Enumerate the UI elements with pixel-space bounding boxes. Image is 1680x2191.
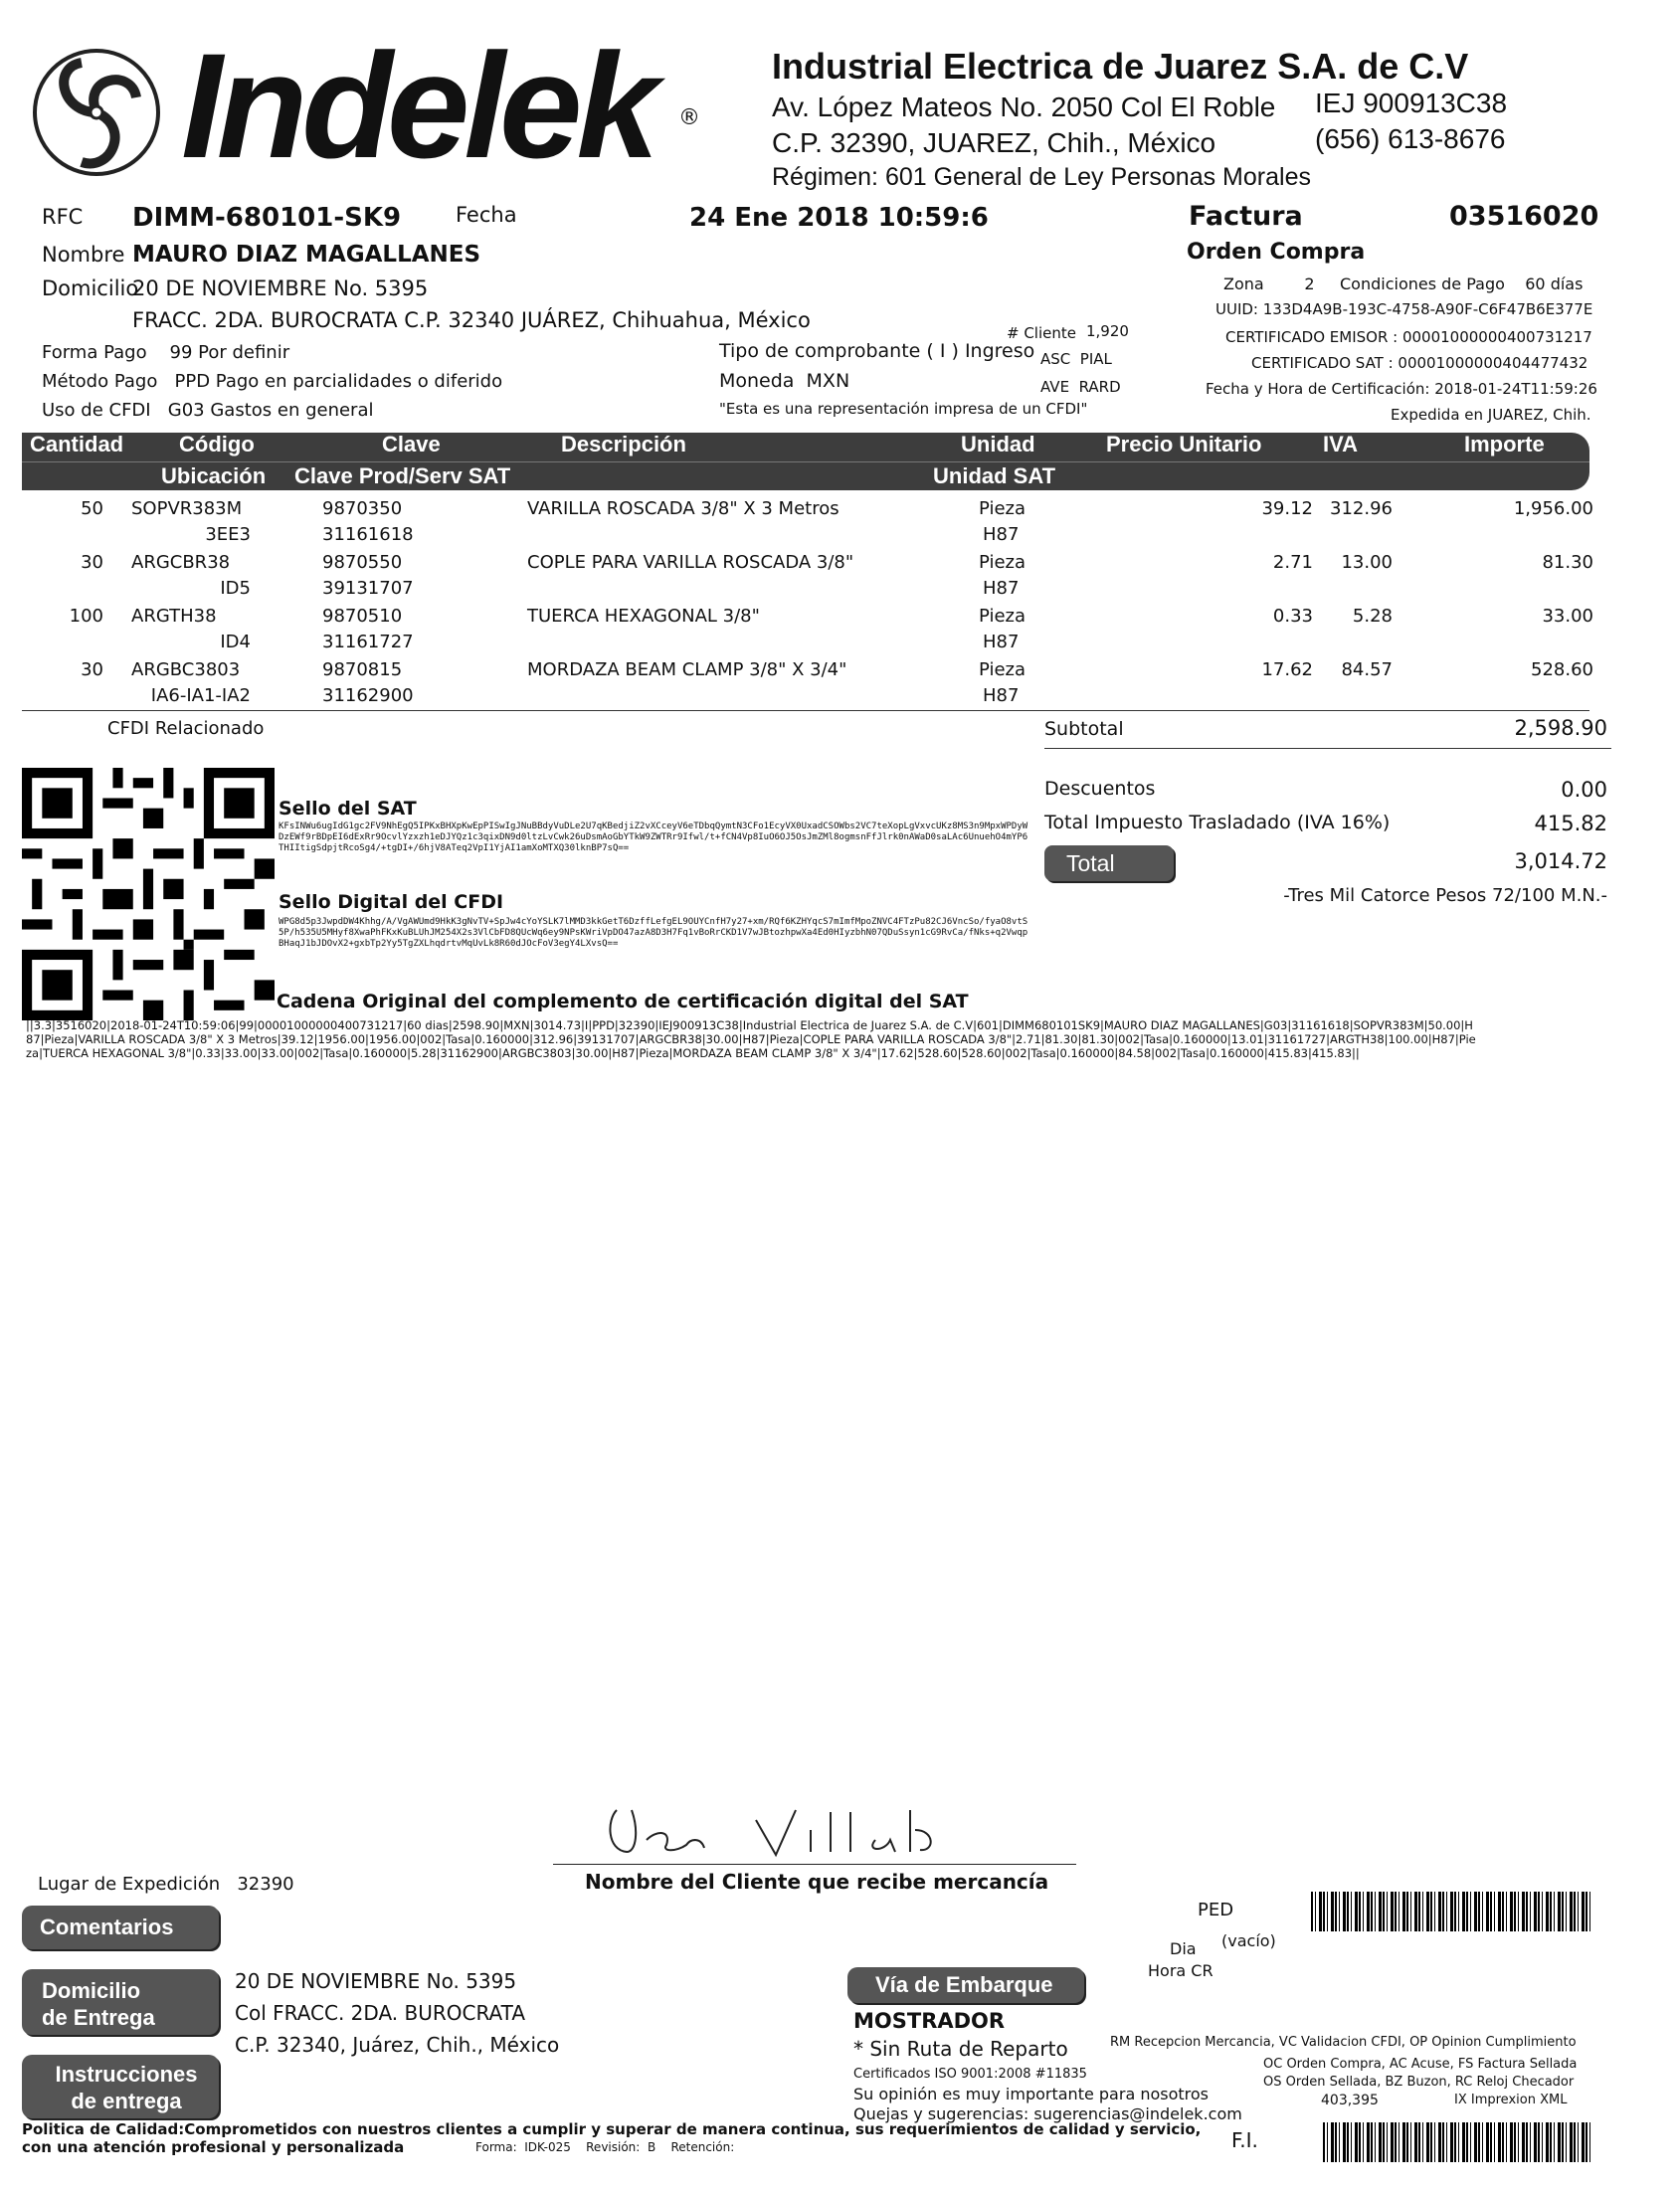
row-precio: 17.62	[1261, 659, 1313, 680]
row-codigo: ARGCBR38	[131, 552, 231, 573]
cliente-number: 1,920	[1086, 322, 1129, 340]
expedida-en: Expedida en JUAREZ, Chih.	[1391, 406, 1591, 424]
sello-cfdi-label: Sello Digital del CFDI	[279, 891, 504, 913]
impuesto-label: Total Impuesto Trasladado (IVA 16%)	[1044, 812, 1391, 833]
row-precio: 0.33	[1272, 606, 1313, 627]
cfdi-relacionado: CFDI Relacionado	[107, 718, 265, 739]
iso-cert: Certificados ISO 9001:2008 #11835	[853, 2067, 1087, 2082]
descuentos-label: Descuentos	[1044, 778, 1156, 800]
ped-label: PED	[1198, 1900, 1234, 1920]
table-bottom-rule	[22, 710, 1589, 711]
domicilio-entrega-line2: de Entrega	[42, 2005, 155, 2030]
row-clave: 9870550	[322, 552, 403, 573]
row-descripcion: MORDAZA BEAM CLAMP 3/8" X 3/4"	[527, 659, 847, 680]
legend-2: OC Orden Compra, AC Acuse, FS Factura Sellada	[1263, 2057, 1578, 2072]
row-codigo: ARGBC3803	[131, 659, 241, 680]
client-name: MAURO DIAZ MAGALLANES	[132, 242, 481, 268]
sello-cfdi-value: WPG8d5p3JwpdDW4Khhg/A/VgAWUmd9HkK3gNvTV+SpJw4cYoYSLK7lMMD3kkGetT6DzffLefgEL9OUYCnfH7y27+xm/RQf6KZHYqcS7mImfMpoZNVC4FTzPu82CJ6VncSo/fyaO8vtS5P/h535U5MHyf8XwaPhFKxKuBLUhJM254X2s3VlCbFD8QUcWq6ey9NPsKWriVpDO47azA8D3H7Fq1vBoRrCKD1V7wJBtozhpwXa4Ed0HIyzbhN07QDuSsyn1cG9RvCa/fNks+q2VwqpBHaqJ1bJDOvX2+gxbTp2Yy5TgZXLhqdrtvMqUvLk8R60dJOcFoV3egY4LXvsQ==	[279, 917, 1028, 949]
fecha-label: Fecha	[456, 203, 517, 227]
row-unidad: Pieza	[979, 498, 1027, 519]
row-ubicacion: 3EE3	[205, 524, 251, 545]
entrega-address-1: 20 DE NOVIEMBRE No. 5395	[235, 1969, 517, 1993]
domicilio-entrega-label	[22, 1969, 219, 2035]
signature-icon	[577, 1790, 995, 1870]
sello-sat-label: Sello del SAT	[279, 798, 417, 820]
mostrador: MOSTRADOR	[853, 2009, 1006, 2033]
forma-revision: Forma: IDK-025 Revisión: B Retención:	[475, 2140, 735, 2154]
col-descripcion: Descripción	[561, 432, 686, 456]
swirl-icon	[22, 38, 171, 187]
col-unidad: Unidad	[961, 432, 1035, 456]
cert-sat: CERTIFICADO SAT : 00001000000404477432	[1251, 354, 1588, 372]
ave: AVE RARD	[1040, 378, 1121, 396]
company-rfc: IEJ 900913C38	[1315, 88, 1508, 118]
row-descripcion: TUERCA HEXAGONAL 3/8"	[527, 606, 760, 627]
row-unidad: Pieza	[979, 659, 1027, 680]
fi-label: F.I.	[1231, 2128, 1258, 2152]
row-clave-sat: 39131707	[322, 578, 414, 599]
impuesto-value: 415.82	[1534, 812, 1607, 835]
uso-cfdi: Uso de CFDI G03 Gastos en general	[42, 400, 374, 421]
quejas: Quejas y sugerencias: sugerencias@indelek.com	[853, 2104, 1242, 2123]
row-ubicacion: ID5	[220, 578, 251, 599]
comentarios-label	[22, 1906, 219, 1949]
row-unidad-sat: H87	[983, 578, 1020, 599]
rfc-label: RFC	[42, 205, 84, 229]
company-name: Industrial Electrica de Juarez S.A. de C.V	[772, 46, 1469, 87]
row-clave-sat: 31161727	[322, 632, 414, 652]
total-in-words: -Tres Mil Catorce Pesos 72/100 M.N.-	[1283, 885, 1607, 906]
forma-pago: Forma Pago 99 Por definir	[42, 342, 290, 363]
uuid: UUID: 133D4A9B-193C-4758-A90F-C6F47B6E377E	[1215, 300, 1593, 318]
dia-label: Dia	[1170, 1939, 1197, 1958]
tipo-comprobante: Tipo de comprobante ( I ) Ingreso	[719, 340, 1035, 362]
row-importe: 1,956.00	[1513, 498, 1593, 519]
row-ubicacion: ID4	[220, 632, 251, 652]
lugar-expedicion: Lugar de Expedición 32390	[38, 1874, 294, 1895]
politica-calidad: Politica de Calidad:Comprometidos con nuestros clientes a cumplir y superar de manera continua, sus requerimientos de calidad y servicio,	[22, 2120, 1202, 2138]
company-address-1: Av. López Mateos No. 2050 Col El Roble	[772, 91, 1276, 122]
row-unidad-sat: H87	[983, 524, 1020, 545]
row-unidad-sat: H87	[983, 685, 1020, 706]
row-iva: 5.28	[1352, 606, 1393, 627]
firma-label: Nombre del Cliente que recibe mercancía	[585, 1870, 1049, 1894]
col-unidad-sat: Unidad SAT	[933, 463, 1056, 488]
barcode-top-icon	[1311, 1892, 1591, 1931]
total-label: Total	[1066, 850, 1115, 876]
domicilio-label: Domicilio	[42, 276, 139, 300]
instrucciones-label	[22, 2055, 219, 2118]
opinion: Su opinión es muy importante para nosotros	[853, 2085, 1210, 2103]
qr-code-icon	[22, 768, 275, 1020]
entrega-address-2: Col FRACC. 2DA. BUROCRATA	[235, 2001, 526, 2025]
cliente-label: # Cliente	[1007, 324, 1076, 342]
row-importe: 528.60	[1531, 659, 1593, 680]
col-ubicacion: Ubicación	[161, 463, 267, 488]
legend-4: 403,395	[1321, 2093, 1379, 2108]
representacion-impresa: "Esta es una representación impresa de un CFDI"	[719, 400, 1088, 418]
barcode-bottom-icon	[1323, 2122, 1591, 2162]
signature-line	[553, 1864, 1076, 1865]
row-precio: 2.71	[1272, 552, 1313, 573]
row-clave: 9870350	[322, 498, 403, 519]
sello-sat-value: KFsINWu6ugIdG1gc2FV9NhEgQ5IPKxBHXpKwEpPISwIgJNuBBdyVuDLe2U7qKBedjiZ2vXCceyV6eTDbqQymtN3CFo1EcyVX0UxadCSOWbs2VC7teXopLgVxvcUKz8MS3n9MpxWPDyWDzEWf9rBDpEI6dExRr9OcvlYzxzh1eDJYQz1c3qixDN9d0ltzLvCwk26uDsmAoGbYTkW9ZWTRr9Ifwl/t+fCN4Vp8IuO6OJ5OsJmZMl8ogmsnFfJlrk0nAWaD0saLAc6UnuehO4mYP6THIItigSdpjtRcoSg4/+tgDI+/6hjV8ATeq2VpI1YjAI1amXoMTXQ30lknBP7sQ==	[279, 822, 1028, 853]
row-codigo: SOPVR383M	[131, 498, 243, 519]
row-cantidad: 30	[81, 552, 103, 573]
row-iva: 84.57	[1341, 659, 1393, 680]
sin-ruta: * Sin Ruta de Reparto	[853, 2037, 1068, 2061]
col-codigo: Código	[179, 432, 255, 456]
domicilio-entrega-line1: Domicilio	[42, 1978, 141, 2003]
orden-compra-label: Orden Compra	[1187, 240, 1366, 265]
company-logo	[22, 22, 700, 197]
via-embarque-text: Vía de Embarque	[875, 1972, 1053, 1997]
cadena-original: ||3.3|3516020|2018-01-24T10:59:06|99|00001000000400731217|60 dias|2598.90|MXN|3014.73|I|PPD|32390|IEJ900913C38|Industrial Electrica de Juarez S.A. de C.V|601|DIMM680101SK9|MAURO DIAZ MAGALLANES|G03|31161618|SOPVR383M|50.00|H87|Pieza|VARILLA ROSCADA 3/8" X 3 Metros|39.12|1956.00|1956.00|002|Tasa|0.160000|312.96|39131707|ARGCBR38|30.00|H87|Pieza|COPLE PARA VARILLA ROSCADA 3/8"|2.71|81.30|81.30|002|Tasa|0.160000|13.01|31161727|ARGTH38|100.00|H87|Pieza|TUERCA HEXAGONAL 3/8"|0.33|33.00|33.00|002|Tasa|0.160000|5.28|31162900|ARGBC3803|30.00|H87|Pieza|MORDAZA BEAM CLAMP 3/8" X 3/4"|17.62|528.60|528.60|002|Tasa|0.160000|84.58|002|Tasa|0.160000|415.83|415.83||	[26, 1018, 1476, 1060]
factura-label: Factura	[1189, 201, 1303, 232]
cert-emisor: CERTIFICADO EMISOR : 00001000000400731217	[1225, 328, 1592, 346]
logo-wordmark: Indelek	[181, 22, 653, 189]
legend-5: IX Imprexion XML	[1454, 2093, 1568, 2107]
row-unidad: Pieza	[979, 606, 1027, 627]
hora-label: Hora CR	[1148, 1961, 1213, 1980]
row-cantidad: 50	[81, 498, 103, 519]
company-phone: (656) 613-8676	[1315, 123, 1506, 154]
row-clave-sat: 31161618	[322, 524, 414, 545]
legend-1: RM Recepcion Mercancia, VC Validacion CFDI, OP Opinion Cumplimiento	[1110, 2035, 1577, 2050]
col-clave-sat: Clave Prod/Serv SAT	[294, 463, 511, 488]
total-badge	[1044, 845, 1174, 881]
row-iva: 312.96	[1330, 498, 1393, 519]
row-unidad-sat: H87	[983, 632, 1020, 652]
cadena-label: Cadena Original del complemento de certificación digital del SAT	[277, 991, 969, 1012]
col-clave: Clave	[382, 432, 441, 456]
row-unidad: Pieza	[979, 552, 1027, 573]
row-precio: 39.12	[1261, 498, 1313, 519]
row-clave-sat: 31162900	[322, 685, 414, 706]
registered-icon: ®	[678, 105, 700, 130]
col-iva: IVA	[1323, 432, 1359, 456]
totals-rule	[1044, 748, 1611, 749]
comentarios-text: Comentarios	[40, 1915, 174, 1939]
subtotal-value: 2,598.90	[1514, 716, 1607, 740]
row-clave: 9870815	[322, 659, 403, 680]
company-address-2: C.P. 32390, JUAREZ, Chih., México	[772, 127, 1216, 158]
nombre-label: Nombre	[42, 243, 125, 267]
row-clave: 9870510	[322, 606, 403, 627]
client-address-2: FRACC. 2DA. BUROCRATA C.P. 32340 JUÁREZ, Chihuahua, México	[132, 308, 811, 332]
client-address-1: 20 DE NOVIEMBRE No. 5395	[132, 276, 429, 300]
instrucciones-line1: Instrucciones	[55, 2062, 198, 2087]
row-ubicacion: IA6-IA1-IA2	[150, 685, 251, 706]
company-regimen: Régimen: 601 General de Ley Personas Morales	[772, 163, 1311, 191]
subtotal-label: Subtotal	[1044, 718, 1124, 740]
row-descripcion: VARILLA ROSCADA 3/8" X 3 Metros	[527, 498, 840, 519]
politica-calidad-2: con una atención profesional y personalizada	[22, 2138, 405, 2156]
zona-condiciones: Zona 2 Condiciones de Pago 60 días	[1223, 274, 1584, 293]
via-embarque-label	[847, 1967, 1084, 2003]
row-cantidad: 30	[81, 659, 103, 680]
vacio-label: (vacío)	[1221, 1931, 1276, 1950]
col-importe: Importe	[1464, 432, 1545, 456]
row-iva: 13.00	[1341, 552, 1393, 573]
descuentos-value: 0.00	[1561, 778, 1607, 802]
invoice-folio: 03516020	[1449, 201, 1599, 232]
col-precio: Precio Unitario	[1106, 432, 1262, 456]
invoice-date: 24 Ene 2018 10:59:6	[689, 203, 989, 233]
moneda: Moneda MXN	[719, 370, 850, 392]
row-cantidad: 100	[69, 606, 103, 627]
entrega-address-3: C.P. 32340, Juárez, Chih., México	[235, 2033, 560, 2057]
row-descripcion: COPLE PARA VARILLA ROSCADA 3/8"	[527, 552, 854, 573]
metodo-pago: Método Pago PPD Pago en parcialidades o diferido	[42, 371, 503, 392]
row-importe: 81.30	[1542, 552, 1593, 573]
row-codigo: ARGTH38	[131, 606, 217, 627]
asc: ASC PIAL	[1040, 350, 1112, 368]
col-cantidad: Cantidad	[30, 432, 124, 456]
instrucciones-line2: de entrega	[71, 2089, 182, 2113]
total-value: 3,014.72	[1514, 849, 1607, 873]
row-importe: 33.00	[1542, 606, 1593, 627]
client-rfc: DIMM-680101-SK9	[132, 203, 402, 233]
legend-3: OS Orden Sellada, BZ Buzon, RC Reloj Checador	[1263, 2075, 1575, 2090]
fecha-certificacion: Fecha y Hora de Certificación: 2018-01-24T11:59:26	[1206, 380, 1597, 398]
